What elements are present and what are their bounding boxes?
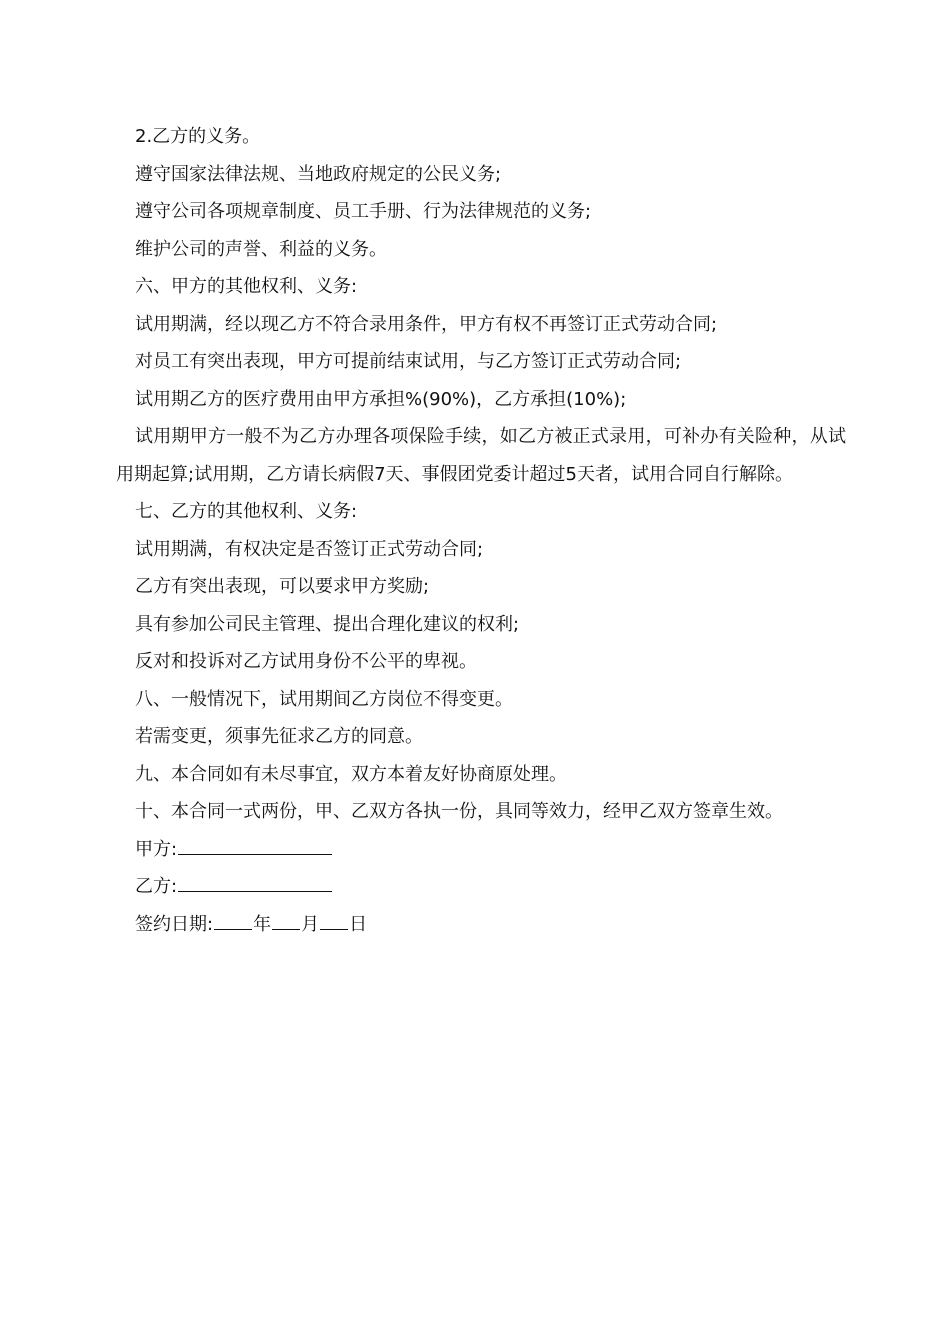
year-blank[interactable] xyxy=(214,907,252,930)
clause-line: 试用期满，经以现乙方不符合录用条件，甲方有权不再签订正式劳动合同; xyxy=(135,313,718,335)
clause-line: 遵守国家法律法规、当地政府规定的公民义务; xyxy=(135,163,502,185)
day-label: 日 xyxy=(349,913,368,935)
party-b-label: 乙方: xyxy=(135,876,178,897)
clause-line: 对员工有突出表现，甲方可提前结束试用，与乙方签订正式劳动合同; xyxy=(135,351,682,372)
date-label: 签约日期: xyxy=(135,913,214,935)
year-label: 年 xyxy=(253,913,272,935)
clause-line: 2.乙方的义务。 xyxy=(135,126,261,147)
section-heading: 十、本合同一式两份，甲、乙双方各执一份，具同等效力，经甲乙双方签章生效。 xyxy=(135,801,783,822)
party-a-signature-line xyxy=(116,831,846,869)
party-b-signature-blank[interactable] xyxy=(178,869,332,892)
clause-line: 试用期满，有权决定是否签订正式劳动合同; xyxy=(135,538,484,560)
clause-line: 反对和投诉对乙方试用身份不公平的卑视。 xyxy=(135,651,477,672)
section-heading: 九、本合同如有未尽事宜，双方本着友好协商原处理。 xyxy=(135,763,567,785)
month-label: 月 xyxy=(301,913,320,935)
signing-date-line xyxy=(116,906,846,944)
clause-line: 维护公司的声誉、利益的义务。 xyxy=(135,238,387,260)
month-blank[interactable] xyxy=(272,907,300,930)
clause-line: 试用期乙方的医疗费用由甲方承担%(90%)，乙方承担(10%); xyxy=(135,388,627,410)
day-blank[interactable] xyxy=(320,907,348,930)
clause-line: 若需变更，须事先征求乙方的同意。 xyxy=(135,726,423,747)
section-heading: 八、一般情况下，试用期间乙方岗位不得变更。 xyxy=(135,688,513,710)
clause-line: 具有参加公司民主管理、提出合理化建议的权利; xyxy=(135,613,520,635)
clause-line: 乙方有突出表现，可以要求甲方奖励; xyxy=(135,576,430,597)
section-heading: 七、乙方的其他权利、义务: xyxy=(135,501,358,522)
section-heading: 六、甲方的其他权利、义务: xyxy=(135,276,358,297)
party-a-label: 甲方: xyxy=(135,838,178,860)
party-b-signature-line xyxy=(116,868,846,906)
document-body xyxy=(116,118,846,943)
clause-line: 遵守公司各项规章制度、员工手册、行为法律规范的义务; xyxy=(135,201,592,222)
party-a-signature-blank[interactable] xyxy=(178,832,332,855)
clause-paragraph: 试用期甲方一般不为乙方办理各项保险手续，如乙方被正式录用，可补办有关险种，从试用期起算;试用期，乙方请长病假7天、事假团党委计超过5天者，试用合同自行解除。 xyxy=(116,426,846,485)
